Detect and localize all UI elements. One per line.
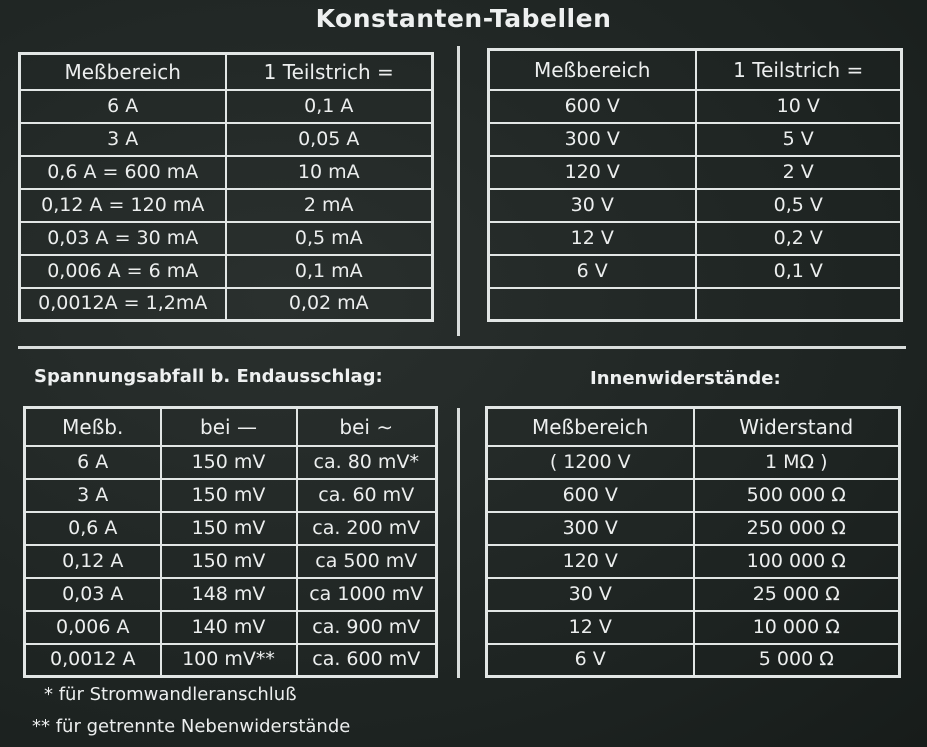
resist-table-cell: 500 000 Ω [694, 479, 900, 512]
voltage-drop-heading: Spannungsabfall b. Endausschlag: [34, 366, 383, 387]
drop-table-cell: 0,6 A [25, 512, 161, 545]
current-table-cell: 0,6 A = 600 mA [20, 156, 226, 189]
resist-table-row [487, 644, 900, 677]
resist-table-row [487, 446, 900, 479]
voltage-table-cell: 600 V [489, 90, 696, 123]
voltage-table-cell: 6 V [489, 255, 696, 288]
internal-resistance-heading: Innenwiderstände: [590, 368, 781, 389]
current-table-cell: 0,03 A = 30 mA [20, 222, 226, 255]
drop-table-cell: 148 mV [161, 578, 297, 611]
voltage-range-table [487, 48, 903, 322]
drop-table-cell: bei — [161, 408, 297, 446]
current-table-cell: 3 A [20, 123, 226, 156]
current-table-row [20, 255, 433, 288]
voltage-table-cell: Meßbereich [489, 50, 696, 90]
drop-table-cell: ca. 200 mV [297, 512, 437, 545]
voltage-table-row [489, 222, 902, 255]
resist-table-row [487, 479, 900, 512]
current-table-row [20, 90, 433, 123]
drop-table-cell: Meßb. [25, 408, 161, 446]
current-table-row [20, 123, 433, 156]
current-table-row [20, 156, 433, 189]
drop-table-cell: ca 1000 mV [297, 578, 437, 611]
drop-table-row [25, 446, 437, 479]
voltage-table-row [489, 123, 902, 156]
resist-table-cell: 10 000 Ω [694, 611, 900, 644]
internal-resistance-table [485, 406, 901, 678]
drop-table-cell: ca. 80 mV* [297, 446, 437, 479]
voltage-table-cell: 12 V [489, 222, 696, 255]
voltage-table-cell: 0,2 V [696, 222, 902, 255]
drop-table-cell: ca. 60 mV [297, 479, 437, 512]
resist-table-cell: 12 V [487, 611, 694, 644]
resist-table-row [487, 611, 900, 644]
current-range-table [18, 52, 434, 322]
voltage-drop-table [23, 406, 438, 678]
drop-table-row [25, 644, 437, 677]
voltage-table-cell: 2 V [696, 156, 902, 189]
current-table-row [20, 288, 433, 321]
drop-table-cell: 6 A [25, 446, 161, 479]
current-table-cell: 0,02 mA [226, 288, 433, 321]
resist-table-row [487, 578, 900, 611]
current-table-cell: 1 Teilstrich = [226, 54, 433, 90]
voltage-table-cell: 0,1 V [696, 255, 902, 288]
drop-table-cell: 0,03 A [25, 578, 161, 611]
resist-table-cell: 30 V [487, 578, 694, 611]
resist-table-cell: 100 000 Ω [694, 545, 900, 578]
voltage-table-row [489, 156, 902, 189]
resist-table-cell: 25 000 Ω [694, 578, 900, 611]
current-table-cell: 10 mA [226, 156, 433, 189]
voltage-table-cell: 5 V [696, 123, 902, 156]
voltage-table-cell: 1 Teilstrich = [696, 50, 902, 90]
resist-table-cell: ( 1200 V [487, 446, 694, 479]
drop-table-cell: 3 A [25, 479, 161, 512]
drop-table-cell: ca. 600 mV [297, 644, 437, 677]
resist-table-cell: Meßbereich [487, 408, 694, 446]
voltage-table-row [489, 189, 902, 222]
voltage-table-row [489, 90, 902, 123]
current-table-cell: 0,05 A [226, 123, 433, 156]
current-table-row [20, 222, 433, 255]
drop-table-header-row [25, 408, 437, 446]
current-table-cell: 0,1 mA [226, 255, 433, 288]
voltage-table-cell: 30 V [489, 189, 696, 222]
resist-table-row [487, 512, 900, 545]
resist-table-cell: Widerstand [694, 408, 900, 446]
drop-table-cell: 0,12 A [25, 545, 161, 578]
voltage-table-cell: 300 V [489, 123, 696, 156]
voltage-table-row [489, 255, 902, 288]
current-table-cell: Meßbereich [20, 54, 226, 90]
voltage-table-cell: 120 V [489, 156, 696, 189]
current-table-cell: 0,0012A = 1,2mA [20, 288, 226, 321]
current-table-cell: 2 mA [226, 189, 433, 222]
resist-table-cell: 5 000 Ω [694, 644, 900, 677]
drop-table-cell: 100 mV** [161, 644, 297, 677]
vertical-divider-top [457, 46, 460, 336]
drop-table-cell: 140 mV [161, 611, 297, 644]
resist-table-cell: 250 000 Ω [694, 512, 900, 545]
drop-table-cell: ca. 900 mV [297, 611, 437, 644]
current-table-cell: 0,006 A = 6 mA [20, 255, 226, 288]
voltage-table-cell: 10 V [696, 90, 902, 123]
drop-table-cell: 150 mV [161, 512, 297, 545]
horizontal-divider [18, 346, 906, 349]
current-table-cell: 0,1 A [226, 90, 433, 123]
drop-table-row [25, 545, 437, 578]
resist-table-row [487, 545, 900, 578]
resist-table-cell: 1 MΩ ) [694, 446, 900, 479]
resist-table-header-row [487, 408, 900, 446]
voltage-table-cell: 0,5 V [696, 189, 902, 222]
voltage-table-header-row [489, 50, 902, 90]
drop-table-row [25, 479, 437, 512]
footnote-double-star: ** für getrennte Nebenwiderstände [32, 716, 351, 737]
vertical-divider-bottom [457, 408, 460, 678]
drop-table-row [25, 611, 437, 644]
drop-table-row [25, 512, 437, 545]
current-table-row [20, 189, 433, 222]
drop-table-cell: 150 mV [161, 446, 297, 479]
drop-table-cell: 150 mV [161, 545, 297, 578]
voltage-table-cell [489, 288, 696, 321]
footnote-single-star: * für Stromwandleranschluß [44, 684, 297, 705]
current-table-cell: 6 A [20, 90, 226, 123]
drop-table-cell: 150 mV [161, 479, 297, 512]
resist-table-cell: 6 V [487, 644, 694, 677]
current-table-cell: 0,5 mA [226, 222, 433, 255]
voltage-table-row [489, 288, 902, 321]
drop-table-cell: bei ∼ [297, 408, 437, 446]
drop-table-cell: 0,006 A [25, 611, 161, 644]
current-table-cell: 0,12 A = 120 mA [20, 189, 226, 222]
resist-table-cell: 120 V [487, 545, 694, 578]
drop-table-row [25, 578, 437, 611]
resist-table-cell: 600 V [487, 479, 694, 512]
current-table-header-row [20, 54, 433, 90]
page-title: Konstanten-Tabellen [315, 4, 612, 33]
drop-table-cell: 0,0012 A [25, 644, 161, 677]
voltage-table-cell [696, 288, 902, 321]
resist-table-cell: 300 V [487, 512, 694, 545]
drop-table-cell: ca 500 mV [297, 545, 437, 578]
